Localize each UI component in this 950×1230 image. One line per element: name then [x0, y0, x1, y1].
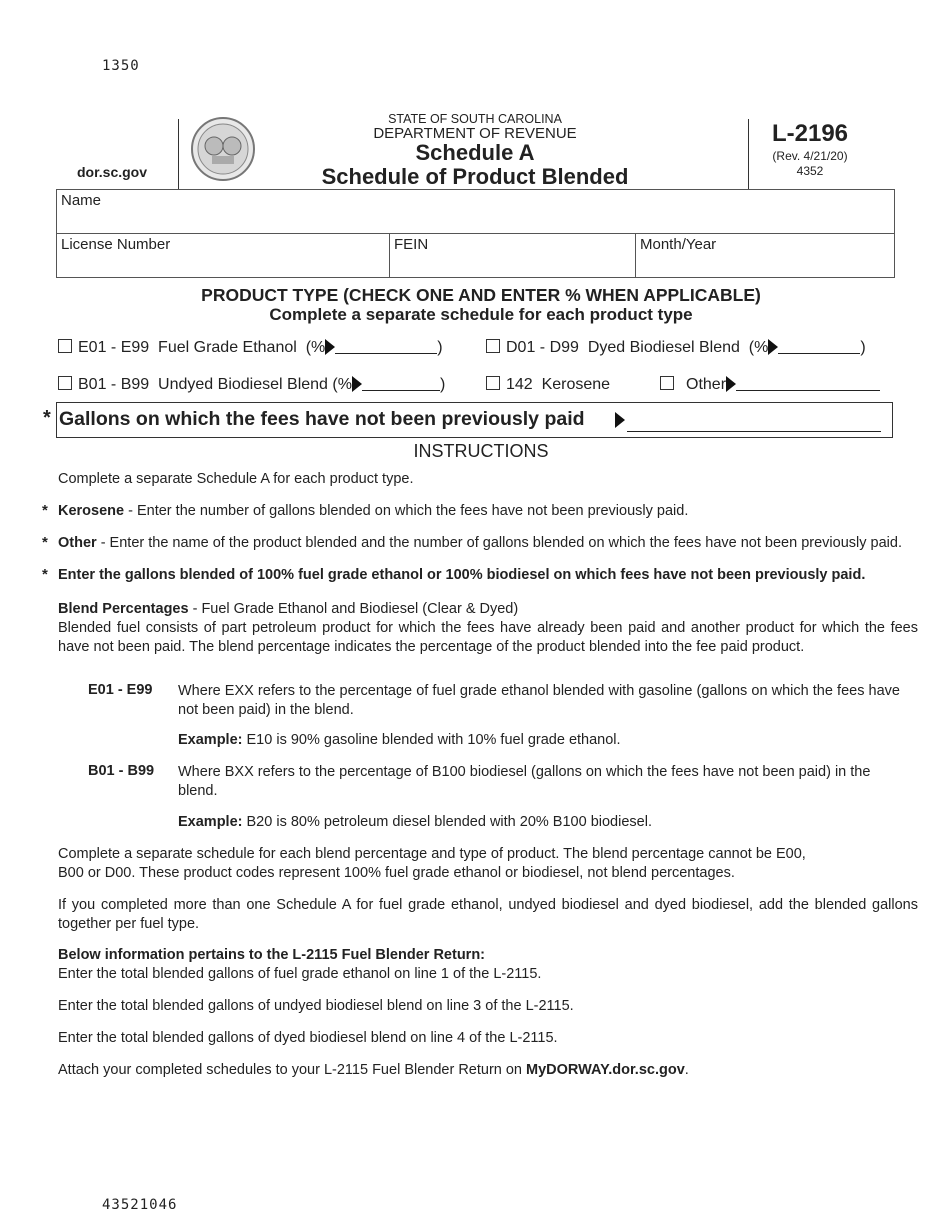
product-type-heading: PRODUCT TYPE (CHECK ONE AND ENTER % WHEN APPLICABLE)	[201, 285, 761, 305]
undyed-biodiesel-checkbox[interactable]	[58, 376, 72, 390]
attach-instruction: Attach your completed schedules to your L-2115 Fuel Blender Return on MyDORWAY.dor.sc.gov.	[58, 1062, 689, 1078]
instructions-title: INSTRUCTIONS	[413, 441, 549, 461]
arrow-icon	[768, 339, 778, 355]
other-star: *	[42, 534, 48, 551]
page-title: Schedule of Product Blended	[321, 164, 629, 189]
fein-field[interactable]	[389, 233, 636, 278]
l2115-line4: Enter the total blended gallons of dyed biodiesel blend on line 4 of the L-2115.	[58, 1030, 558, 1046]
month-year-label: Month/Year	[640, 236, 717, 253]
dyed-percent-input[interactable]	[778, 339, 860, 354]
kerosene-label: 142 Kerosene	[506, 376, 611, 393]
department-name: DEPARTMENT OF REVENUE	[373, 125, 577, 142]
license-number-field[interactable]	[56, 233, 390, 278]
state-name: STATE OF SOUTH CAROLINA	[388, 112, 562, 126]
dyed-biodiesel-label: D01 - D99 Dyed Biodiesel Blend (%	[506, 339, 769, 356]
ethanol-percent-input[interactable]	[335, 339, 437, 354]
license-number-label: License Number	[61, 236, 171, 253]
form-number: L-2196	[771, 120, 849, 147]
l2115-heading: Below information pertains to the L-2115 Fuel Blender Return:	[58, 947, 485, 963]
other-instruction: Other - Enter the name of the product blended and the number of gallons blended on which the fees have not been previously paid.	[58, 535, 902, 551]
arrow-icon	[352, 376, 362, 392]
dyed-biodiesel-checkbox[interactable]	[486, 339, 500, 353]
schedule-label: Schedule A	[415, 140, 535, 165]
website-label: dor.sc.gov	[77, 164, 148, 180]
option-dyed-biodiesel[interactable]	[486, 339, 866, 357]
state-seal-icon	[190, 116, 256, 182]
ethanol-label: E01 - E99 Fuel Grade Ethanol (%	[78, 339, 326, 356]
header-divider-right	[748, 119, 749, 189]
blend-percentages: Blend Percentages - Fuel Grade Ethanol and Biodiesel (Clear & Dyed)	[58, 601, 519, 617]
gallons-input[interactable]	[627, 431, 881, 432]
kerosene-checkbox[interactable]	[486, 376, 500, 390]
b-text: Where BXX refers to the percentage of B100 biodiesel (gallons on which the fees have not been paid) in the blend.	[178, 764, 871, 799]
option-other[interactable]	[660, 376, 880, 394]
option-undyed-biodiesel[interactable]	[58, 376, 445, 394]
form-code-top: 1350	[102, 58, 140, 74]
revision-date: (Rev. 4/21/20)	[772, 149, 848, 163]
gallons-box[interactable]	[56, 402, 893, 438]
option-ethanol[interactable]	[58, 339, 443, 357]
separate-schedule-2: B00 or D00. These product codes represent 100% fuel grade ethanol or biodiesel, not blend percentages.	[58, 865, 735, 881]
arrow-icon	[726, 376, 736, 392]
gallons-label: Gallons on which the fees have not been previously paid	[59, 408, 585, 430]
option-kerosene[interactable]	[486, 376, 610, 394]
other-checkbox[interactable]	[660, 376, 674, 390]
kerosene-star: *	[42, 502, 48, 519]
blend-text: Blended fuel consists of part petroleum product for which the fees have already been paid and another product for which the fees have not been paid. The blend percentage indicates the percentage of the product blended into the fee paid product.	[58, 620, 918, 655]
arrow-icon	[325, 339, 335, 355]
b-example: Example: B20 is 80% petroleum diesel blended with 20% B100 biodiesel.	[178, 814, 652, 830]
fein-label: FEIN	[394, 236, 429, 253]
undyed-biodiesel-label: B01 - B99 Undyed Biodiesel Blend (%	[78, 376, 352, 393]
mydorway-link[interactable]: MyDORWAY.dor.sc.gov	[526, 1062, 685, 1078]
product-type-subheading: Complete a separate schedule for each product type	[269, 305, 693, 324]
name-field[interactable]	[56, 189, 895, 234]
b-code: B01 - B99	[88, 763, 155, 779]
gallons-note-star: *	[42, 566, 48, 583]
other-input[interactable]	[736, 376, 880, 391]
kerosene-instruction: Kerosene - Enter the number of gallons blended on which the fees have not been previously paid.	[58, 503, 689, 519]
gallons-note: Enter the gallons blended of 100% fuel grade ethanol or 100% biodiesel on which fees have not been previously paid.	[58, 567, 866, 583]
e-code: E01 - E99	[88, 682, 153, 698]
e-text: Where EXX refers to the percentage of fuel grade ethanol blended with gasoline (gallons on which the fees have not been paid) in the blend.	[178, 683, 900, 718]
separate-schedule-1: Complete a separate schedule for each blend percentage and type of product. The blend percentage cannot be E00,	[58, 846, 806, 862]
close-paren: )	[860, 339, 866, 356]
close-paren: )	[439, 376, 446, 393]
ethanol-checkbox[interactable]	[58, 339, 72, 353]
arrow-icon	[615, 412, 625, 428]
gallons-star: *	[43, 407, 51, 429]
l2115-line3: Enter the total blended gallons of undyed biodiesel blend on line 3 of the L-2115.	[58, 998, 574, 1014]
month-year-field[interactable]	[635, 233, 895, 278]
e-example: Example: E10 is 90% gasoline blended with 10% fuel grade ethanol.	[178, 732, 621, 748]
form-code-bottom: 43521046	[102, 1197, 178, 1213]
close-paren: )	[437, 339, 443, 356]
instructions-intro: Complete a separate Schedule A for each product type.	[58, 471, 414, 487]
l2115-line1: Enter the total blended gallons of fuel grade ethanol on line 1 of the L-2115.	[58, 966, 542, 982]
name-label: Name	[61, 192, 102, 209]
other-label: Other	[686, 376, 727, 393]
undyed-percent-input[interactable]	[362, 376, 440, 391]
multiple-schedules: If you completed more than one Schedule A for fuel grade ethanol, undyed biodiesel and dyed biodiesel, add the blended gallons together per fuel type.	[58, 897, 918, 932]
header-divider-left	[178, 119, 179, 189]
form-id-code: 4352	[796, 164, 824, 178]
